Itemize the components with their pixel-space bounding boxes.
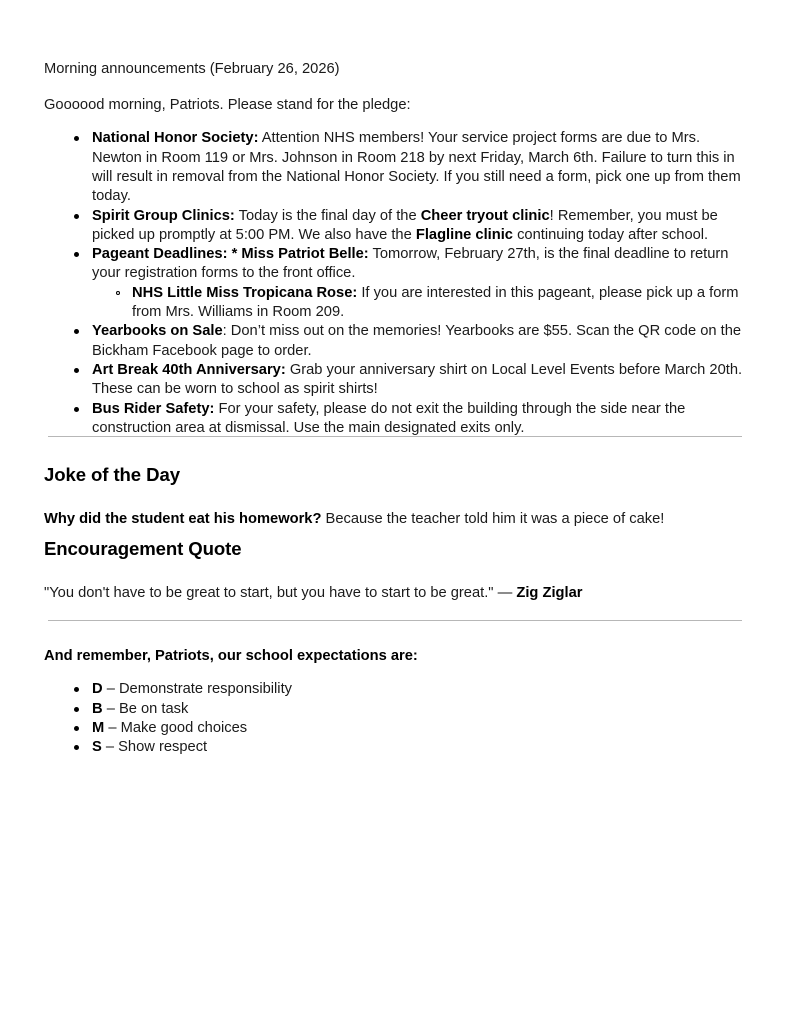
announcements-list bbox=[44, 129, 744, 438]
list-item bbox=[44, 207, 744, 246]
announcement-text: continuing today after school. bbox=[512, 226, 709, 243]
expectation-meaning: – Demonstrate responsibility bbox=[102, 681, 292, 698]
bullet-disc-icon bbox=[74, 252, 79, 257]
announcement-text: Attention NHS members! Your service project forms are due to Mrs. Newton in Room 119 or Mrs. Johnson in Room 218 by next Friday, March 6th. Failure to turn this in will result in removal from the National Honor Society. If you still need a form, pick one up from them today. bbox=[92, 130, 741, 205]
bullet-disc-icon bbox=[74, 329, 79, 334]
announcement-emphasis: Cheer tryout clinic bbox=[420, 207, 550, 224]
list-item bbox=[92, 284, 744, 323]
bullet-disc-icon bbox=[74, 707, 79, 712]
expectation-letter: D bbox=[92, 681, 103, 698]
pageant-sub-list bbox=[92, 284, 744, 323]
quote-section bbox=[44, 538, 744, 620]
joke-answer: Because the teacher told him it was a piece of cake! bbox=[321, 511, 665, 527]
expectation-meaning: – Make good choices bbox=[104, 719, 248, 736]
pledge-greeting: Goooood morning, Patriots. Please stand for the pledge: bbox=[44, 97, 411, 114]
list-item bbox=[44, 738, 744, 757]
expectations-intro: And remember, Patriots, our school expectations are: bbox=[44, 648, 418, 664]
expectations-list bbox=[44, 680, 744, 757]
joke-section bbox=[44, 464, 744, 546]
list-item bbox=[44, 245, 744, 322]
document-body bbox=[44, 60, 744, 438]
bullet-disc-icon bbox=[74, 726, 79, 731]
list-item bbox=[44, 129, 744, 206]
announcement-text: Tomorrow, February 27th, is the final deadline to return your registration forms to the front office. bbox=[92, 246, 729, 282]
list-item bbox=[44, 400, 744, 439]
announcement-text: For your safety, please do not exit the building through the side near the construction area at dismissal. Use the main designated exits only. bbox=[92, 400, 686, 436]
sub-announcement-text: If you are interested in this pageant, please pick up a form from Mrs. Williams in Room 209. bbox=[132, 284, 739, 321]
expectation-letter: M bbox=[92, 719, 105, 736]
announcement-emphasis: Flagline clinic bbox=[415, 226, 513, 243]
announcement-text: Grab your anniversary shirt on Local Level Events before March 20th. These can be worn to school as spirit shirts! bbox=[92, 361, 743, 398]
expectation-meaning: – Show respect bbox=[101, 739, 208, 756]
bullet-disc-icon bbox=[74, 745, 79, 750]
quote-author: Zig Ziglar bbox=[516, 585, 583, 601]
joke-line bbox=[44, 510, 744, 529]
quote-line bbox=[44, 584, 744, 603]
bullet-disc-icon bbox=[74, 407, 79, 412]
list-item bbox=[44, 322, 744, 361]
announcement-label: Pageant Deadlines: * Miss Patriot Belle: bbox=[92, 246, 369, 263]
announcement-label: Spirit Group Clinics: bbox=[92, 207, 235, 224]
bullet-disc-icon bbox=[74, 368, 79, 373]
announcement-label: Bus Rider Safety: bbox=[92, 400, 215, 417]
bullet-disc-icon bbox=[74, 214, 79, 219]
joke-heading: Joke of the Day bbox=[44, 464, 180, 485]
list-item bbox=[44, 700, 744, 719]
announcement-text: ! Remember, you must be picked up promptly at 5:00 PM. We also have the bbox=[92, 207, 718, 243]
expectation-letter: S bbox=[92, 739, 102, 756]
announcement-label: National Honor Society: bbox=[92, 130, 259, 147]
bullet-circle-icon bbox=[116, 291, 120, 295]
announcement-label: Yearbooks on Sale bbox=[92, 323, 223, 340]
announcement-label: Art Break 40th Anniversary: bbox=[92, 361, 286, 378]
quote-text: "You don't have to be great to start, but you have to start to be great." — bbox=[44, 585, 517, 601]
announcement-text: Don’t miss out on the memories! Yearbooks are $55. Scan the QR code on the Bickham Facebook page to order. bbox=[92, 323, 742, 359]
expectation-meaning: – Be on task bbox=[102, 700, 189, 717]
list-item bbox=[44, 719, 744, 738]
expectations-section bbox=[44, 647, 744, 757]
list-item bbox=[44, 361, 744, 400]
announcement-label-suffix: : bbox=[222, 323, 227, 340]
bullet-disc-icon bbox=[74, 136, 79, 141]
quote-heading: Encouragement Quote bbox=[44, 538, 242, 559]
bullet-disc-icon bbox=[74, 687, 79, 692]
list-item bbox=[44, 680, 744, 699]
joke-question: Why did the student eat his homework? bbox=[44, 511, 322, 527]
section-divider-top bbox=[48, 436, 742, 437]
expectation-letter: B bbox=[92, 700, 103, 717]
announcement-text: Today is the final day of the bbox=[234, 207, 421, 224]
sub-announcement-label: NHS Little Miss Tropicana Rose: bbox=[132, 284, 358, 301]
section-divider-bottom bbox=[48, 620, 742, 621]
announcement-date-line: Morning announcements (February 26, 2026) bbox=[44, 61, 340, 77]
